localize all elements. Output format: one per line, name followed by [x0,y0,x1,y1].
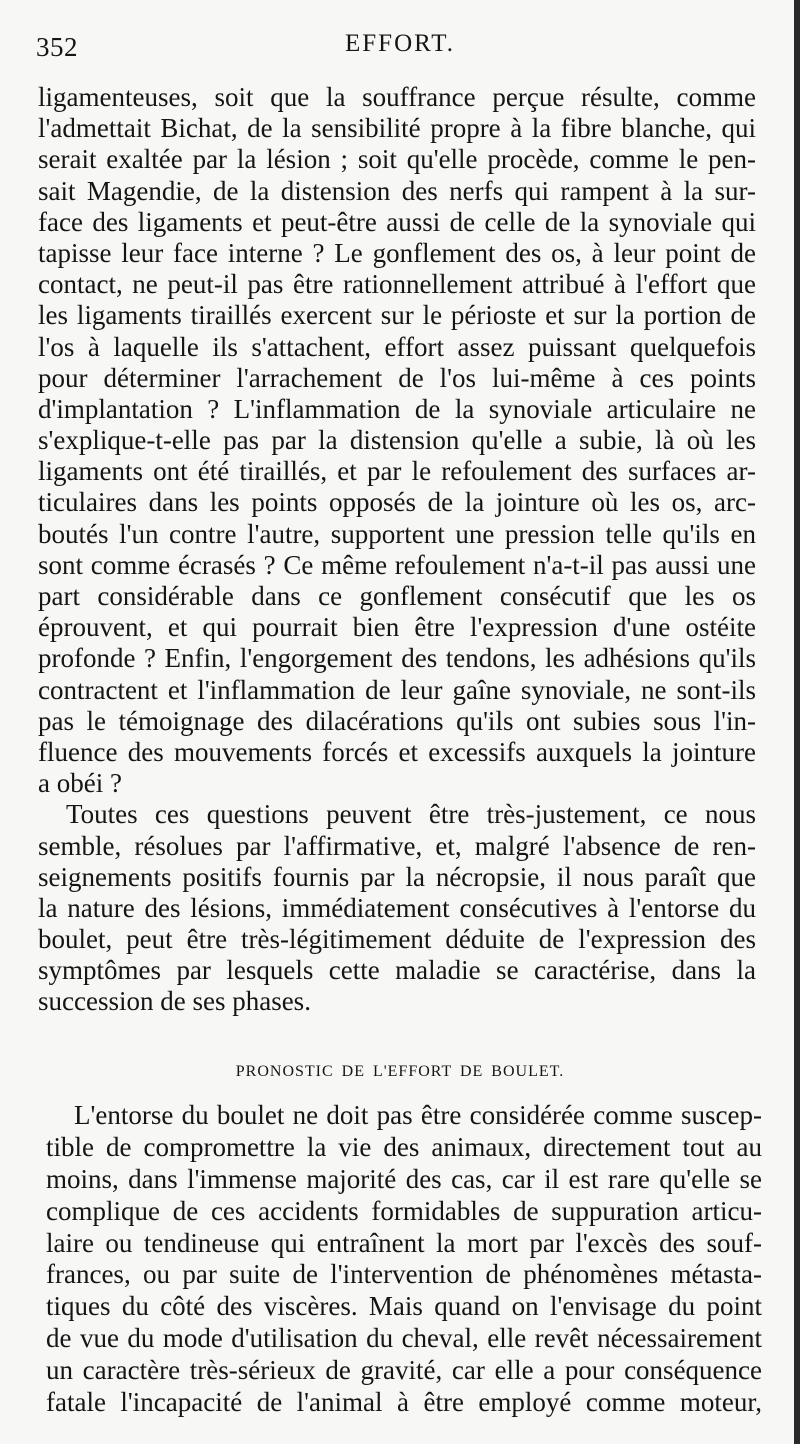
text-line: boutés l'un contre l'autre, supportent une pression telle qu'ils en [38,518,756,549]
text-line: fatale l'incapacité de l'animal à être employé comme moteur, [46,1387,762,1418]
text-line: sait Magendie, de la distension des nerfs qui rampent à la sur- [38,175,756,206]
text-line: contact, ne peut-il pas être rationnellement attribué à l'effort que [38,269,756,300]
text-line: fluence des mouvements forcés et excessifs auxquels la jointure [38,736,756,767]
text-line: l'os à laquelle ils s'attachent, effort assez puissant quelquefois [38,331,756,362]
text-line: profonde ? Enfin, l'engorgement des tendons, les adhésions qu'ils [38,643,756,674]
text-line: frances, ou par suite de l'intervention de phénomènes métasta- [46,1259,762,1290]
text-line: ticulaires dans les points opposés de la jointure où les os, arc- [38,487,756,518]
text-line: L'entorse du boulet ne doit pas être considérée comme suscep- [74,1100,762,1130]
text-line: la nature des lésions, immédiatement consécutives à l'entorse du [38,892,756,923]
text-line: Toutes ces questions peuvent être très-justement, ce nous [66,799,756,830]
text-line: d'implantation ? L'inflammation de la synoviale articulaire ne [38,393,756,424]
running-title: EFFORT. [345,30,455,57]
text-line: serait exaltée par la lésion ; soit qu'elle procède, comme le pen- [38,144,756,175]
text-line: boulet, peut être très-légitimement déduite de l'expression des [38,924,756,955]
text-line: pas le témoignage des dilacérations qu'ils ont subies sous l'in- [38,705,756,736]
text-line: moins, dans l'immense majorité des cas, car il est rare qu'elle se [46,1163,762,1194]
text-line: ligaments ont été tiraillés, et par le refoulement des surfaces ar- [38,456,756,487]
text-line: l'admettait Bichat, de la sensibilité propre à la fibre blanche, qui [38,113,756,144]
text-line: un caractère très-sérieux de gravité, car elle a pour conséquence [46,1355,762,1386]
text-line: de vue du mode d'utilisation du cheval, elle revêt nécessairement [46,1323,762,1354]
text-line: succession de ses phases. [38,986,311,1017]
text-line: sont comme écrasés ? Ce même refoulement n'a-t-il pas aussi une [38,549,756,580]
body-text-upper [38,82,756,1018]
text-line: contractent et l'inflammation de leur gaîne synoviale, ne sont-ils [38,674,756,705]
text-line: les ligaments tiraillés exercent sur le périoste et sur la portion de [38,300,756,331]
text-line: s'explique-t-elle pas par la distension qu'elle a subie, là où les [38,425,756,456]
text-line: seignements positifs fournis par la nécropsie, il nous paraît que [38,861,756,892]
text-line: complique de ces accidents formidables de suppuration articu- [46,1195,762,1226]
text-line: laire ou tendineuse qui entraînent la mort par l'excès des souf- [46,1227,762,1258]
text-line: semble, résolues par l'affirmative, et, malgré l'absence de ren- [38,830,756,861]
text-line: ligamenteuses, soit que la souffrance perçue résulte, comme [38,82,756,112]
text-line: tible de compromettre la vie des animaux, directement tout au [46,1131,762,1162]
text-line: tapisse leur face interne ? Le gonflement des os, à leur point de [38,237,756,268]
text-line: pour déterminer l'arrachement de l'os lui-même à ces points [38,362,756,393]
text-line: a obéi ? [38,768,122,799]
text-line: face des ligaments et peut-être aussi de celle de la synoviale qui [38,206,756,237]
page-edge-shadow [794,0,800,1444]
page-number: 352 [36,32,78,62]
text-line: symptômes par lesquels cette maladie se caractérise, dans la [38,955,756,986]
text-line: tiques du côté des viscères. Mais quand on l'envisage du point [46,1291,762,1322]
text-line: éprouvent, et qui pourrait bien être l'expression d'une ostéite [38,612,756,643]
section-heading: PRONOSTIC DE L'EFFORT DE BOULET. [235,1063,565,1080]
text-line: part considérable dans ce gonflement consécutif que les os [38,581,756,611]
body-text-lower [46,1100,762,1419]
